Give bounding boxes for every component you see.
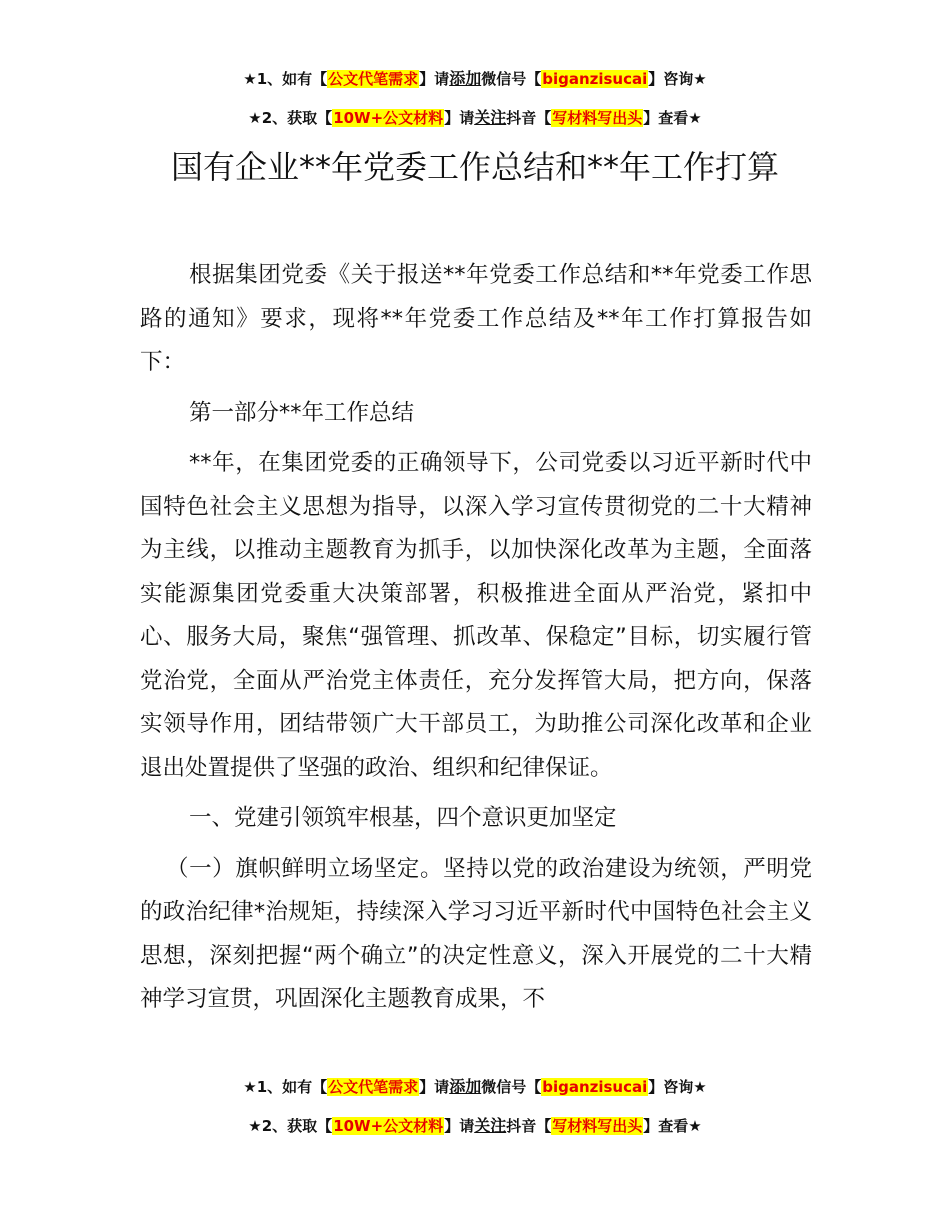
promo-text: 微信号【 bbox=[481, 1078, 542, 1096]
promo-highlight: biganzisucai bbox=[542, 70, 648, 88]
footer-promo-line-2 bbox=[0, 1116, 950, 1136]
promo-highlight: biganzisucai bbox=[542, 1078, 648, 1096]
promo-emphasis: 添加 bbox=[449, 69, 482, 88]
promo-highlight: 写材料写出头 bbox=[552, 109, 643, 127]
promo-highlight: 10W+公文材料 bbox=[333, 1117, 444, 1135]
promo-text: 】请 bbox=[444, 109, 475, 127]
promo-text: 】请 bbox=[444, 1117, 475, 1135]
promo-emphasis: 关注 bbox=[474, 1116, 507, 1135]
promo-suffix: 】咨询★ bbox=[648, 70, 707, 88]
summary-paragraph: **年，在集团党委的正确领导下，公司党委以习近平新时代中国特色社会主义思想为指导，以深入学习宣传贯彻党的二十大精神为主线，以推动主题教育为抓手，以加快深化改革为主题，全面落实能源集团党委重大决策部署，积极推进全面从严治党，紧扣中心、服务大局，聚焦“强管理、抓改革、保稳定”目标，切实履行管党治党，全面从严治党主体责任，充分发挥管大局，把方向，保落实领导作用，团结带领广大干部员工，为助推公司深化改革和企业退出处置提供了坚强的政治、组织和纪律保证。 bbox=[140, 450, 812, 781]
footer-promo-line-1 bbox=[0, 1077, 950, 1097]
promo-highlight: 公文代笔需求 bbox=[328, 1078, 419, 1096]
promo-prefix: ★2、获取【 bbox=[248, 109, 333, 127]
promo-suffix: 】查看★ bbox=[643, 1117, 702, 1135]
promo-text: 】请 bbox=[419, 1078, 450, 1096]
promo-highlight: 10W+公文材料 bbox=[333, 109, 444, 127]
document-title: 国有企业**年党委工作总结和**年工作打算 bbox=[170, 148, 779, 186]
section-heading: 一、党建引领筑牢根基，四个意识更加坚定 bbox=[189, 805, 617, 831]
subsection-paragraph: （一）旗帜鲜明立场坚定。坚持以党的政治建设为统领，严明党的政治纪律*治规矩，持续深入学习习近平新时代中国特色社会主义思想，深刻把握“两个确立”的决定性意义，深入开展党的二十大精神学习宣贯，巩固深化主题教育成果，不 bbox=[140, 855, 812, 1012]
promo-suffix: 】咨询★ bbox=[648, 1078, 707, 1096]
promo-text: 抖音【 bbox=[506, 109, 552, 127]
header-promo-line-2 bbox=[0, 108, 950, 128]
promo-text: 抖音【 bbox=[506, 1117, 552, 1135]
header-promo-line-1 bbox=[0, 69, 950, 89]
document-body bbox=[140, 254, 812, 1022]
promo-emphasis: 添加 bbox=[449, 1077, 482, 1096]
promo-text: 微信号【 bbox=[481, 70, 542, 88]
promo-highlight: 写材料写出头 bbox=[552, 1117, 643, 1135]
promo-prefix: ★2、获取【 bbox=[248, 1117, 333, 1135]
promo-suffix: 】查看★ bbox=[643, 109, 702, 127]
intro-paragraph: 根据集团党委《关于报送**年党委工作总结和**年党委工作思路的通知》要求，现将**年党委工作总结及**年工作打算报告如下： bbox=[140, 262, 812, 375]
promo-emphasis: 关注 bbox=[474, 108, 507, 127]
promo-text: 】请 bbox=[419, 70, 450, 88]
promo-prefix: ★1、如有【 bbox=[243, 1078, 328, 1096]
promo-prefix: ★1、如有【 bbox=[243, 70, 328, 88]
part-heading: 第一部分**年工作总结 bbox=[189, 399, 415, 426]
promo-highlight: 公文代笔需求 bbox=[328, 70, 419, 88]
